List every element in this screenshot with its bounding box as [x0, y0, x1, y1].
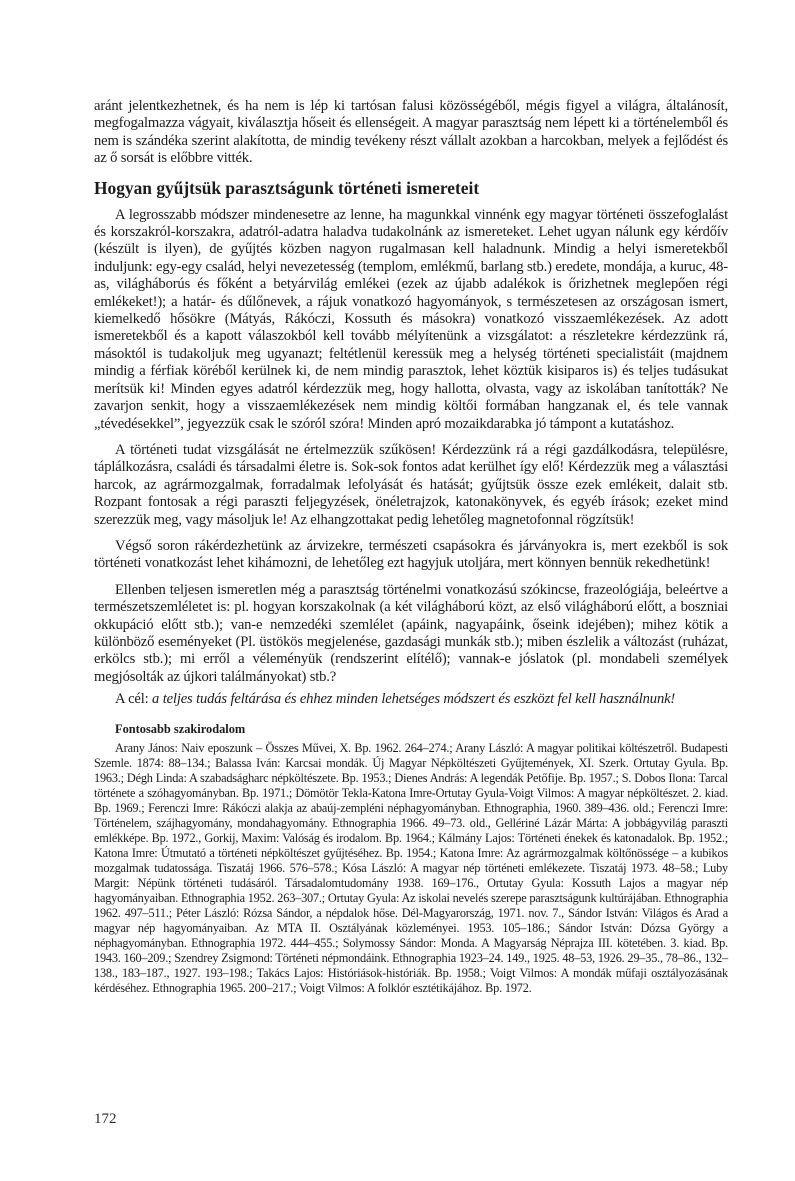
- page-content: [94, 98, 728, 996]
- conclusion-emphasis: a teljes tudás feltárása és ehhez minden lehetséges módszert és eszközt fel kell használnunk!: [152, 691, 676, 708]
- body-paragraph-3: Végső soron rákérdezhetünk az árvizekre, természeti csapásokra és járványokra is, mert ezekből is sok történeti vonatkozást lehet kihámozni, de lehetőleg ezt hagyjuk utoljára, mert könnyen bennük rekedhetünk!: [94, 537, 728, 572]
- body-paragraph-2: A történeti tudat vizsgálását ne értelmezzük szűkösen! Kérdezzünk rá a régi gazdálkodásra, településre, táplálkozásra, családi és társadalmi életre is. Sok-sok fontos adat kerülhet így elő! Kérdezzük meg a választási harcok, az agrármozgalmak, forradalmak lefolyását és hatását; gyűjtsük össze ezek emlékeit, dalait stb. Rozpant fontosak a régi paraszti feljegyzések, önéletrajzok, katonakönyvek, és egyéb írások; ezeket mind szerezzük meg, vagy másoljuk le! Az elhangzottakat pedig lehetőleg magnetofonnal rögzítsük!: [94, 441, 728, 528]
- section-heading: Hogyan gyűjtsük parasztságunk történeti ismereteit: [94, 177, 480, 198]
- intro-paragraph: aránt jelentkezhetnek, és ha nem is lép ki tartósan falusi közösségéből, mégis figyel a világra, általánosít, megfogalmazza vágyait, kiválasztja hőseit és ellenségeit. A magyar parasztság nem lépett ki a történelemből és nem is szándéka szerint alakította, de mindig tevékeny részt vállalt azokban a harcokban, melyek a fejlődést és az ő sorsát is előbbre vitték.: [94, 98, 728, 167]
- conclusion-paragraph: [94, 691, 728, 708]
- conclusion-lead: A cél:: [115, 691, 153, 708]
- body-paragraph-1: A legrosszabb módszer mindenesetre az lenne, ha magunkkal vinnénk egy magyar történeti összefoglalást és korszakról-korszakra, adatról-adatra haladva tudakolnánk az ismereteket. Lehet ugyan nálunk egy kérdőív (készült is ilyen), de gyűjtés közben nagyon rugalmasan kell haladnunk. Mindig a helyi ismeretekből induljunk: egy-egy család, helyi nevezetesség (templom, emlékmű, barlang stb.) eredete, mondája, a kuruc, 48-as, világháborús és főként a betyárvilág emlékei (ezek az újabb adalékok is őrizhetnek meglepően régi emlékeket!); a határ- és dűlőnevek, a rájuk vonatkozó hagyományok, s természetesen az országosan ismert, kiemelkedő hősökre (Mátyás, Rákóczi, Kossuth és másokra) vonatkozó visszaemlékezések. Az adott ismeretekből és a kapott válaszokból kell tovább mélyítenünk a vizsgálatot: a részletekre kérdezzünk rá, másoktól is tudakoljuk meg ugyanazt; feltétlenül keressük meg a helység történeti specialistáit (majdnem mindig a férfiak köréből kerülnek ki, de nem mindig parasztok, lehet köztük kisiparos is) és teljes tudásukat merítsük ki! Minden egyes adatról kérdezzük meg, hogy hallotta, olvasta, vagy az iskolában tanították? Ne zavarjon senkit, hogy a visszaemlékezések nem mindig költői formában hangzanak el, és tele vannak „tévedésekkel”, jegyezzük csak le szóról szóra! Minden apró mozaikdarabka jó támpont a kutatáshoz.: [94, 206, 728, 432]
- body-paragraph-4: Ellenben teljesen ismeretlen még a parasztság történelmi vonatkozású szókincse, frazeológiája, beleértve a természetszemléletet is: pl. hogyan korszakolnak (a két világháború közt, az első világháború előtt, a boszniai okkupáció előtt stb.); van-e nemzedéki szemlélet (apáink, nagyapáink, őseink idejében); mihez kötik a különböző eseményeket (Pl. üstökös megjelenése, gazdasági munkák stb.); miben észlelik a változást (ruházat, erkölcs stb.); mi erről a véleményük (rendszerint elítélő); vannak-e jóslatok (pl. mondabeli személyek megjósolták az újkori találmányokat) stb.?: [94, 581, 728, 685]
- references-list: Arany János: Naiv eposzunk – Összes Művei, X. Bp. 1962. 264–274.; Arany László: A magyar politikai költészetről. Budapesti Szemle. 1874: 88–134.; Balassa Iván: Karcsai mondák. Új Magyar Népköltészeti Gyűjtemények, XI. Szerk. Ortutay Gyula. Bp. 1963.; Dégh Linda: A szabadságharc népköltészete. Bp. 1953.; Dienes András: A legendák Petőfije. Bp. 1957.; S. Dobos Ilona: Tarcal története a szóhagyományban. Bp. 1971.; Dömötör Tekla-Katona Imre-Ortutay Gyula-Voigt Vilmos: A magyar népköltészet. 2. kiad. Bp. 1969.; Ferenczi Imre: Rákóczi alakja az abaúj-zempléni néphagyományban. Ethnographia, 1960. 389–436. old.; Ferenczi Imre: Történelem, szájhagyomány, mondahagyomány. Ethnographia 1966. 49–73. old., Gellériné Lázár Márta: A jobbágyvilág paraszti emlékképe. Bp. 1972., Gorkij, Maxim: Valóság és irodalom. Bp. 1964.; Kálmány Lajos: Történeti énekek és katonadalok. Bp. 1952.; Katona Imre: Útmutató a történeti népköltészet gyűjtéséhez. Bp. 1954.; Katona Imre: Az agrármozgalmak költőnössége – a kubikos mozgalmak tudatossága. Tiszatáj 1966. 576–578.; Kósa László: A magyar nép történeti emlékezete. Tiszatáj 1973. 48–58.; Luby Margit: Népünk történeti tudásáról. Társadalomtudomány 1938. 169–176., Ortutay Gyula: Kossuth Lajos a magyar nép hagyományaiban. Ethnographia 1952. 263–307.; Ortutay Gyula: Az iskolai nevelés szerepe parasztságunk kultúrájában. Ethnographia 1962. 497–511.; Péter László: Rózsa Sándor, a népdalok hőse. Dél-Magyarország, 1971. nov. 7., Sándor István: Világos és Arad a magyar nép hagyományaiban. Az MTA II. Osztályának közleményei. 1953. 105–186.; Sándor István: Dózsa György a néphagyományban. Ethnographia 1972. 444–455.; Solymossy Sándor: Monda. A Magyarság Néprajza III. kötetében. 3. kiad. Bp. 1943. 160–209.; Szendrey Zsigmond: Történeti népmondáink. Ethnographia 1923–24. 149., 1925. 48–53, 1926. 29–35., 78–86., 132–138., 183–187., 1927. 193–198.; Takács Lajos: Históriások-históriák. Bp. 1958.; Voigt Vilmos: A mondák műfaji osztályozásának kérdéséhez. Ethnographia 1965. 200–217.; Voigt Vilmos: A folklór esztétikájához. Bp. 1972.: [94, 740, 728, 996]
- references-heading: Fontosabb szakirodalom: [115, 721, 246, 736]
- page-number: 172: [94, 1111, 117, 1127]
